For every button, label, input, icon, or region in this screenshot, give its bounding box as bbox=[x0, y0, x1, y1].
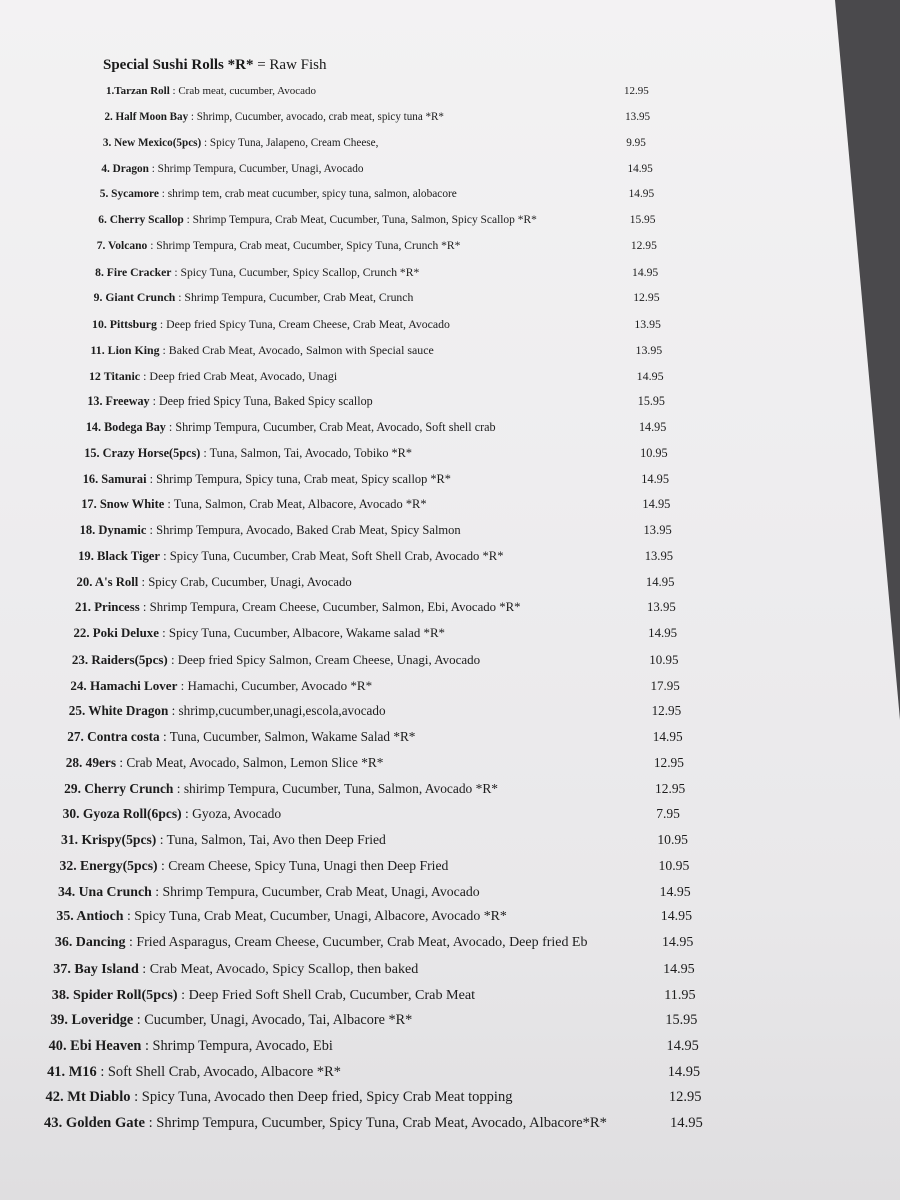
menu-item bbox=[81, 497, 426, 512]
menu-item-price: 7.95 bbox=[656, 806, 680, 822]
menu-item-description: : Shrimp Tempura, Cucumber, Crab Meat, Crunch bbox=[175, 291, 414, 305]
menu-item-price: 13.95 bbox=[625, 111, 651, 124]
menu-item-description: : shrimp,cucumber,unagi,escola,avocado bbox=[168, 703, 386, 719]
menu-item bbox=[52, 987, 475, 1004]
menu-item bbox=[64, 781, 498, 797]
menu-item-price: 12.95 bbox=[653, 754, 684, 770]
menu-item bbox=[106, 85, 316, 97]
menu-item-name: 12 Titanic bbox=[88, 368, 141, 383]
menu-item-description: : Tuna, Salmon, Tai, Avocado, Tobiko *R* bbox=[200, 445, 412, 460]
menu-item-name: 16. Samurai bbox=[82, 471, 147, 486]
menu-item-price: 14.95 bbox=[663, 960, 695, 977]
menu-item-description: : Cucumber, Unagi, Avocado, Tai, Albacore *R* bbox=[133, 1012, 413, 1029]
menu-item-description: : Spicy Tuna, Cucumber, Crab Meat, Soft Shell Crab, Avocado *R* bbox=[159, 548, 504, 563]
menu-item-price: 12.95 bbox=[651, 703, 682, 719]
menu-item bbox=[70, 678, 372, 694]
menu-item-price: 12.95 bbox=[655, 780, 686, 796]
menu-item-name: 30. Gyoza Roll(6pcs) bbox=[62, 806, 182, 822]
menu-item-name: 32. Energy(5pcs) bbox=[59, 857, 158, 873]
menu-item bbox=[98, 214, 537, 226]
menu-item bbox=[69, 703, 386, 719]
menu-item bbox=[56, 909, 506, 925]
menu-item-name: 14. Bodega Bay bbox=[85, 420, 166, 435]
menu-item-description: : Soft Shell Crab, Avocado, Albacore *R* bbox=[96, 1063, 341, 1080]
menu-item bbox=[100, 188, 457, 200]
menu-item-name: 34. Una Crunch bbox=[57, 883, 152, 899]
menu-item bbox=[92, 317, 450, 332]
menu-item-name: 31. Krispy(5pcs) bbox=[61, 832, 157, 848]
menu-item bbox=[87, 394, 372, 409]
menu-item-name: 42. Mt Diablo bbox=[45, 1089, 131, 1106]
menu-item-price: 14.95 bbox=[659, 883, 691, 899]
menu-item-description: : Shrimp Tempura, Cream Cheese, Cucumber, Salmon, Ebi, Avocado *R* bbox=[139, 600, 521, 615]
menu-item-price: 15.95 bbox=[629, 214, 656, 227]
menu-item-name: 39. Loveridge bbox=[50, 1012, 134, 1029]
menu-item-name: 5. Sycamore bbox=[99, 188, 159, 201]
menu-item-name: 7. Volcano bbox=[96, 239, 148, 252]
menu-item-description: : shrimp tem, crab meat cucumber, spicy tuna, salmon, alobacore bbox=[158, 188, 457, 201]
menu-item-description: : Shrimp Tempura, Avocado, Ebi bbox=[141, 1038, 333, 1054]
menu-item bbox=[60, 858, 449, 874]
menu-item-description: : Tuna, Salmon, Crab Meat, Albacore, Avocado *R* bbox=[164, 497, 427, 512]
menu-item-name: 6. Cherry Scallop bbox=[98, 214, 184, 227]
menu-item bbox=[44, 1115, 607, 1132]
menu-item-price: 12.95 bbox=[624, 85, 649, 98]
menu-item-price: 14.95 bbox=[636, 368, 664, 383]
menu-item-name: 18. Dynamic bbox=[79, 523, 147, 538]
menu-item-price: 14.95 bbox=[660, 909, 693, 925]
menu-item-name: 40. Ebi Heaven bbox=[48, 1038, 142, 1054]
menu-item-name: 8. Fire Cracker bbox=[95, 265, 172, 279]
menu-item bbox=[66, 755, 384, 771]
menu-item-description: : shirimp Tempura, Cucumber, Tuna, Salmon, Avocado *R* bbox=[173, 780, 498, 796]
menu-title-rest: = Raw Fish bbox=[253, 57, 327, 73]
menu-item-name: 21. Princess bbox=[75, 600, 140, 615]
menu-item-description: : Spicy Tuna, Crab Meat, Cucumber, Unagi, Albacore, Avocado *R* bbox=[123, 909, 507, 925]
menu-item-name: 11. Lion King bbox=[90, 342, 160, 357]
menu-item bbox=[46, 1089, 513, 1106]
menu-title-bold: Special Sushi Rolls *R* bbox=[103, 57, 254, 73]
menu-item-description: : Spicy Tuna, Avocado then Deep fried, Spicy Crab Meat topping bbox=[130, 1089, 513, 1106]
menu-item-description: : Tuna, Salmon, Tai, Avo then Deep Fried bbox=[156, 832, 386, 848]
menu-item-price: 14.95 bbox=[667, 1063, 701, 1080]
menu-item-name: 13. Freeway bbox=[87, 394, 150, 409]
menu-item-price: 15.95 bbox=[637, 394, 665, 409]
menu-item bbox=[83, 472, 451, 487]
menu-item-price: 14.95 bbox=[627, 162, 653, 175]
menu-item-name: 22. Poki Deluxe bbox=[73, 626, 159, 641]
menu-item-name: 29. Cherry Crunch bbox=[64, 780, 174, 796]
menu-item-price: 13.95 bbox=[644, 548, 674, 563]
menu-item-description: : Deep fried Crab Meat, Avocado, Unagi bbox=[140, 368, 338, 383]
menu-item-description: : Deep fried Spicy Salmon, Cream Cheese, Unagi, Avocado bbox=[167, 651, 481, 667]
menu-item-description: : Shrimp Tempura, Spicy tuna, Crab meat, Spicy scallop *R* bbox=[146, 471, 451, 486]
menu-item-description: : Spicy Crab, Cucumber, Unagi, Avocado bbox=[138, 574, 352, 589]
menu-item-price: 14.95 bbox=[652, 729, 683, 745]
menu-item-description: : Gyoza, Avocado bbox=[181, 806, 282, 822]
menu-item-description: : Spicy Tuna, Cucumber, Spicy Scallop, Crunch *R* bbox=[171, 265, 420, 279]
menu-item bbox=[58, 884, 480, 900]
menu-item-price: 14.95 bbox=[638, 420, 667, 435]
menu-item-price: 10.95 bbox=[658, 857, 690, 873]
menu-item bbox=[80, 523, 461, 538]
menu-item-name: 3. New Mexico(5pcs) bbox=[102, 136, 202, 149]
menu-item bbox=[49, 1038, 333, 1055]
menu-item-name: 9. Giant Crunch bbox=[93, 291, 176, 305]
menu-item-description: : Crab Meat, Avocado, Spicy Scallop, then baked bbox=[138, 960, 419, 977]
menu-item-price: 12.95 bbox=[630, 239, 657, 252]
menu-item-price: 14.95 bbox=[642, 497, 671, 512]
menu-item-description: : Shrimp Tempura, Avocado, Baked Crab Meat, Spicy Salmon bbox=[146, 523, 461, 538]
menu-item bbox=[77, 575, 352, 590]
menu-item-description: : Shrimp Tempura, Crab Meat, Cucumber, Tuna, Salmon, Spicy Scallop *R* bbox=[183, 214, 537, 227]
menu-item-price: 12.95 bbox=[633, 291, 660, 305]
menu-item-name: 10. Pittsburg bbox=[92, 317, 157, 332]
menu-item-name: 24. Hamachi Lover bbox=[70, 677, 178, 693]
menu-item-price: 14.95 bbox=[666, 1038, 699, 1054]
menu-item-description: : Cream Cheese, Spicy Tuna, Unagi then Deep Fried bbox=[157, 857, 449, 873]
menu-item-description: : Hamachi, Cucumber, Avocado *R* bbox=[177, 677, 373, 693]
menu-item-price: 17.95 bbox=[650, 677, 680, 693]
menu-item-name: 4. Dragon bbox=[101, 162, 149, 175]
menu-item bbox=[55, 935, 588, 951]
menu-item-description: : Crab Meat, Avocado, Salmon, Lemon Slice *R* bbox=[116, 754, 384, 770]
menu-item bbox=[75, 600, 521, 615]
menu-item-description: : Shrimp Tempura, Crab meat, Cucumber, Spicy Tuna, Crunch *R* bbox=[147, 239, 461, 252]
menu-item bbox=[94, 291, 414, 304]
menu-item-price: 14.95 bbox=[632, 265, 659, 279]
menu-item-price: 12.95 bbox=[668, 1089, 702, 1106]
menu-item-description: : Crab meat, cucumber, Avocado bbox=[169, 85, 317, 98]
menu-item-description: : Shrimp, Cucumber, avocado, crab meat, spicy tuna *R* bbox=[188, 111, 444, 124]
menu-item-name: 15. Crazy Horse(5pcs) bbox=[84, 445, 201, 460]
menu-title bbox=[103, 57, 327, 74]
menu-item-description: : Fried Asparagus, Cream Cheese, Cucumber, Crab Meat, Avocado, Deep fried Eb bbox=[125, 935, 588, 951]
menu-item-name: 19. Black Tiger bbox=[78, 548, 160, 563]
menu-item-name: 25. White Dragon bbox=[68, 703, 169, 719]
menu-item bbox=[101, 163, 363, 175]
menu-item-description: : Shrimp Tempura, Cucumber, Spicy Tuna, Crab Meat, Avocado, Albacore*R* bbox=[144, 1115, 607, 1132]
menu-item-description: : Shrimp Tempura, Cucumber, Unagi, Avocado bbox=[148, 162, 364, 175]
menu-item-price: 14.95 bbox=[641, 471, 670, 486]
menu-item-price: 13.95 bbox=[647, 600, 676, 615]
menu-item-name: 38. Spider Roll(5pcs) bbox=[51, 986, 178, 1003]
menu-item-price: 10.95 bbox=[640, 445, 668, 460]
menu-item bbox=[72, 652, 480, 668]
menu-item bbox=[103, 137, 379, 149]
menu-item bbox=[73, 626, 445, 641]
menu-item-price: 15.95 bbox=[665, 1012, 698, 1029]
menu-item bbox=[78, 549, 503, 564]
menu-item bbox=[95, 266, 419, 279]
menu-item-name: 37. Bay Island bbox=[53, 960, 139, 977]
menu-item-name: 36. Dancing bbox=[54, 935, 126, 951]
menu-item-name: 1.Tarzan Roll bbox=[106, 85, 170, 98]
menu-item-price: 14.95 bbox=[670, 1115, 703, 1132]
menu-item-price: 13.95 bbox=[635, 342, 663, 357]
menu-item-description: : Shrimp Tempura, Cucumber, Crab Meat, Unagi, Avocado bbox=[151, 883, 480, 899]
menu-item bbox=[89, 369, 337, 384]
menu-item-price: 14.95 bbox=[661, 935, 694, 951]
menu-item-price: 13.95 bbox=[643, 523, 672, 538]
menu-item-price: 14.95 bbox=[648, 626, 678, 641]
menu-item bbox=[84, 446, 412, 461]
menu-item-name: 2. Half Moon Bay bbox=[104, 111, 189, 124]
menu-item bbox=[47, 1064, 341, 1081]
menu-item-price: 14.95 bbox=[645, 574, 675, 589]
menu-item-description: : Deep fried Spicy Tuna, Baked Spicy scallop bbox=[149, 394, 373, 409]
menu-item-price: 14.95 bbox=[628, 188, 655, 201]
menu-item bbox=[104, 111, 444, 123]
menu-item-price: 10.95 bbox=[649, 651, 679, 667]
menu-item-description: : Baked Crab Meat, Avocado, Salmon with Special sauce bbox=[159, 342, 434, 357]
menu-item bbox=[91, 343, 434, 358]
menu-item bbox=[53, 961, 418, 978]
menu-item bbox=[67, 729, 415, 745]
menu-item-name: 27. Contra costa bbox=[67, 729, 160, 745]
menu-item bbox=[86, 420, 496, 435]
menu-item-price: 13.95 bbox=[634, 317, 661, 332]
menu-item-price: 11.95 bbox=[664, 986, 696, 1003]
menu-item-name: 17. Snow White bbox=[81, 497, 165, 512]
menu-item-description: : Tuna, Cucumber, Salmon, Wakame Salad *R* bbox=[159, 729, 416, 745]
menu-item bbox=[50, 1012, 412, 1029]
menu-item-description: : Deep Fried Soft Shell Crab, Cucumber, Crab Meat bbox=[177, 986, 476, 1003]
menu-item-name: 43. Golden Gate bbox=[44, 1115, 145, 1132]
menu-item-price: 9.95 bbox=[626, 136, 646, 149]
menu-item bbox=[61, 832, 386, 848]
menu-item bbox=[63, 806, 282, 822]
menu-item-name: 20. A's Roll bbox=[76, 574, 139, 589]
menu-item bbox=[97, 240, 461, 252]
menu-item-description: : Spicy Tuna, Jalapeno, Cream Cheese, bbox=[201, 136, 379, 149]
menu-item-name: 35. Antioch bbox=[56, 909, 124, 925]
menu-item-name: 23. Raiders(5pcs) bbox=[71, 651, 168, 667]
menu-item-name: 41. M16 bbox=[47, 1063, 97, 1080]
menu-item-name: 28. 49ers bbox=[65, 754, 117, 770]
menu-item-description: : Shrimp Tempura, Cucumber, Crab Meat, Avocado, Soft shell crab bbox=[165, 420, 496, 435]
menu-item-price: 10.95 bbox=[657, 832, 688, 848]
menu-item-description: : Deep fried Spicy Tuna, Cream Cheese, Crab Meat, Avocado bbox=[156, 317, 450, 332]
menu-item-description: : Spicy Tuna, Cucumber, Albacore, Wakame salad *R* bbox=[158, 626, 445, 641]
